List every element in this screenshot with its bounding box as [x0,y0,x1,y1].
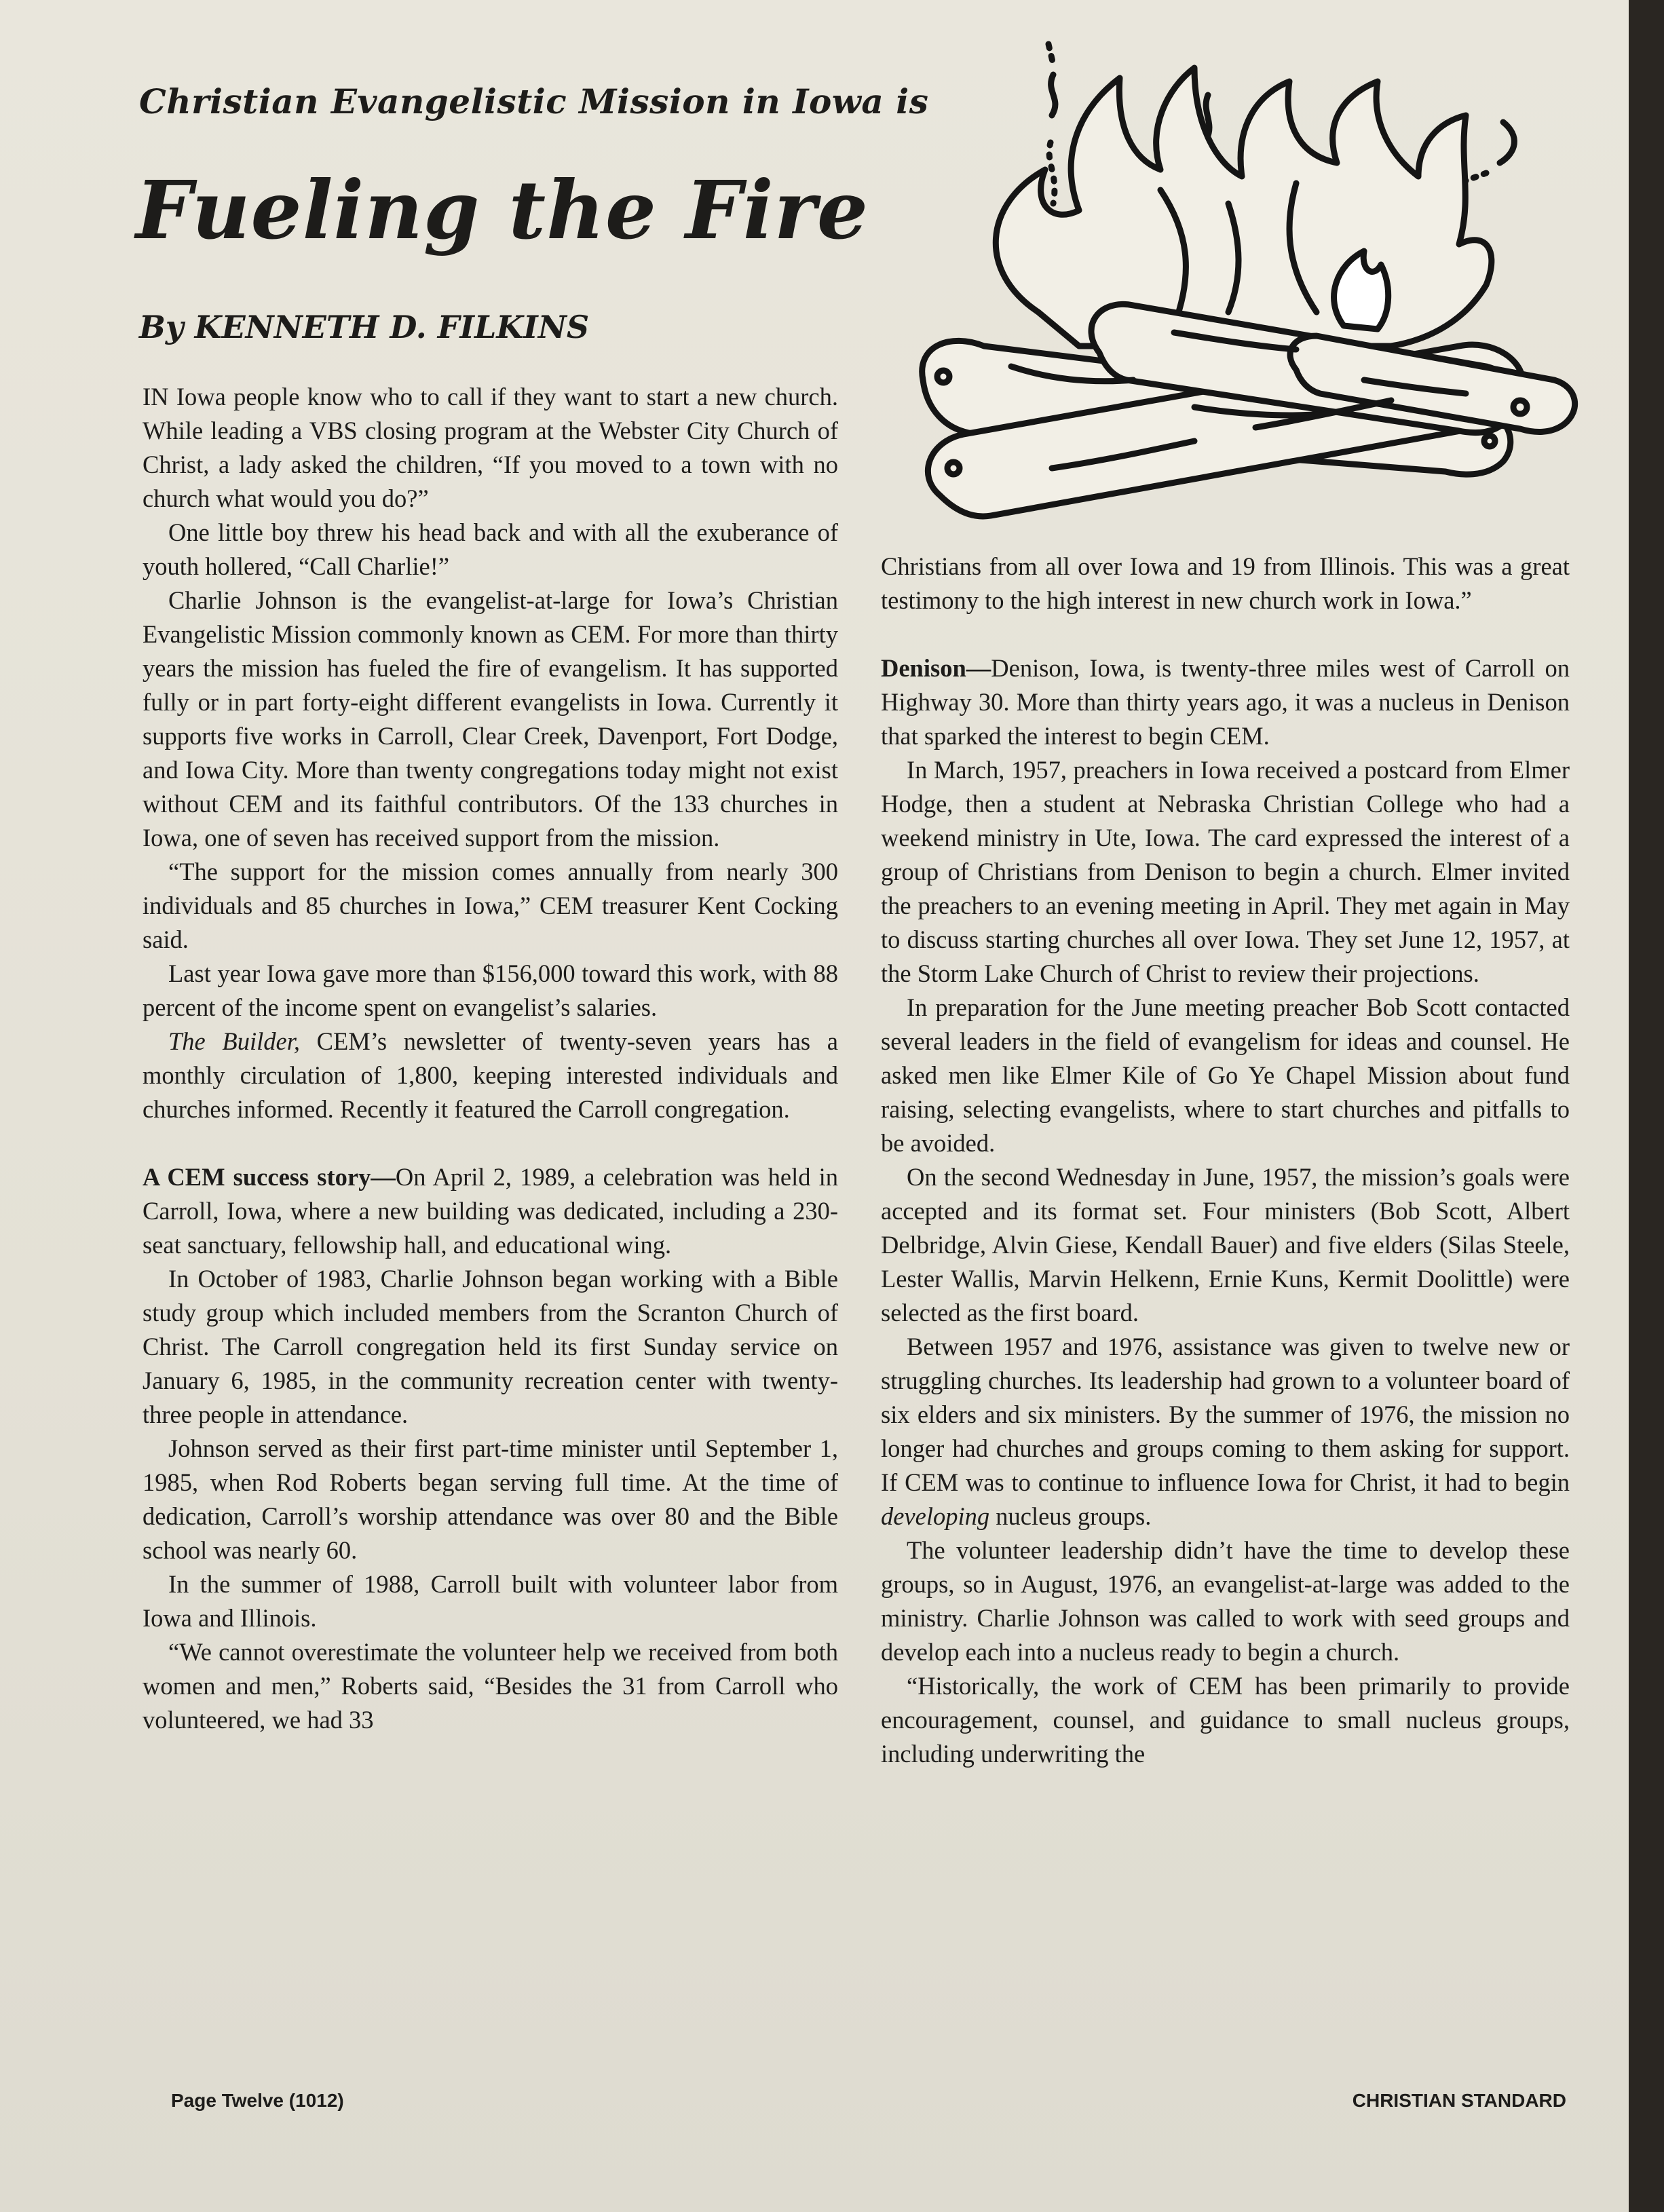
right-column [881,550,1570,1771]
article-kicker: Christian Evangelistic Mission in Iowa is [139,81,929,121]
paragraph: One little boy threw his head back and with all the exuberance of youth hollered, “Call Charlie!” [143,518,838,580]
paragraph [143,1025,838,1126]
section-heading: Denison— [881,654,991,682]
section-paragraph [881,651,1570,753]
section-heading: A CEM success story— [143,1163,396,1191]
newsletter-title: The Builder, [168,1027,300,1055]
page-number: Page Twelve (1012) [171,2090,344,2111]
paragraph [881,1330,1570,1533]
paragraph: In the summer of 1988, Carroll built with volunteer labor from Iowa and Illinois. [143,1570,838,1632]
paragraph: On the second Wednesday in June, 1957, the mission’s goals were accepted and its format set. Four ministers (Bob Scott, Albert Delbridge, Alvin Giese, Kendall Bauer) and five elders (Silas Steele, Lester Wallis, Marvin Helkenn, Ernie Kuns, Kermit Doolittle) were selected as the first board. [881,1163,1570,1327]
left-column [143,380,838,1737]
paragraph: “Historically, the work of CEM has been primarily to provide encouragement, counsel, and guidance to small nucleus groups, including underwriting the [881,1672,1570,1768]
campfire-icon [875,27,1588,543]
paragraph-text: Between 1957 and 1976, assistance was given to twelve new or struggling churches. Its leadership had grown to a volunteer board of six elders and six ministers. By the summer of 1976, the mission no longer had churches and groups coming to them asking for support. If CEM was to continue to influence Iowa for Christ, it had to begin [881,1333,1570,1496]
paragraph: In October of 1983, Charlie Johnson began working with a Bible study group which included members from the Scranton Church of Christ. The Carroll congregation held its first Sunday service on January 6, 1985, in the community recreation center with twenty-three people in attendance. [143,1265,838,1428]
paragraph: Last year Iowa gave more than $156,000 toward this work, with 88 percent of the income spent on evangelist’s salaries. [143,959,838,1021]
paragraph: “The support for the mission comes annually from nearly 300 individuals and 85 churches in Iowa,” CEM treasurer Kent Cocking said. [143,858,838,953]
paragraph-text: Denison, Iowa, is twenty-three miles west of Carroll on Highway 30. More than thirty years ago, it was a nucleus in Denison that sparked the interest to begin CEM. [881,654,1570,750]
paragraph: “We cannot overestimate the volunteer help we received from both women and men,” Roberts said, “Besides the 31 from Carroll who volunteered, we had 33 [143,1638,838,1734]
article-byline: By KENNETH D. FILKINS [139,309,590,345]
paragraph-text: On April 2, 1989, a celebration was held in Carroll, Iowa, where a new building was dedicated, including a 230-seat sanctuary, fellowship hall, and educational wing. [143,1163,839,1259]
publication-name: CHRISTIAN STANDARD [1352,2090,1566,2111]
paragraph: In preparation for the June meeting preacher Bob Scott contacted several leaders in the field of evangelism for ideas and counsel. He asked men like Elmer Kile of Go Ye Chapel Mission about fund raising, selecting evangelists, where to start churches and pitfalls to be avoided. [881,993,1570,1157]
paragraph: IN Iowa people know who to call if they want to start a new church. While leading a VBS closing program at the Webster City Church of Christ, a lady asked the children, “If you moved to a town with no church what would you do?” [143,383,838,512]
paragraph: Johnson served as their first part-time minister until September 1, 1985, when Rod Roberts began serving full time. At the time of dedication, Carroll’s worship attendance was over 80 and the Bible school was nearly 60. [143,1434,838,1564]
paragraph-text: nucleus groups. [989,1502,1152,1530]
paragraph: The volunteer leadership didn’t have the time to develop these groups, so in August, 1976, an evangelist-at-large was added to the ministry. Charlie Johnson was called to work with seed groups and develop each into a nucleus ready to begin a church. [881,1536,1570,1666]
paragraph-text: CEM’s newsletter of twenty-seven years has a monthly circulation of 1,800, keeping interested individuals and churches informed. Recently it featured the Carroll congregation. [143,1027,838,1123]
emphasis: developing [881,1502,990,1530]
section-paragraph [143,1160,838,1262]
paragraph: In March, 1957, preachers in Iowa received a postcard from Elmer Hodge, then a student at Nebraska Christian College who had a weekend ministry in Ute, Iowa. The card expressed the interest of a group of Christians from Denison to begin a church. Elmer invited the preachers to an evening meeting in April. They met again in May to discuss starting churches all over Iowa. They set June 12, 1957, at the Storm Lake Church of Christ to review their projections. [881,756,1570,987]
paragraph: Christians from all over Iowa and 19 from Illinois. This was a great testimony to the high interest in new church work in Iowa.” [881,552,1570,614]
paragraph: Charlie Johnson is the evangelist-at-large for Iowa’s Christian Evangelistic Mission commonly known as CEM. For more than thirty years the mission has fueled the fire of evangelism. It has supported fully or in part forty-eight different evangelists in Iowa. Currently it supports five works in Carroll, Clear Creek, Davenport, Fort Dodge, and Iowa City. More than twenty congregations today might not exist without CEM and its faithful contributors. Of the 133 churches in Iowa, one of seven has received support from the mission. [143,586,838,852]
article-title: Fueling the Fire [136,163,869,257]
